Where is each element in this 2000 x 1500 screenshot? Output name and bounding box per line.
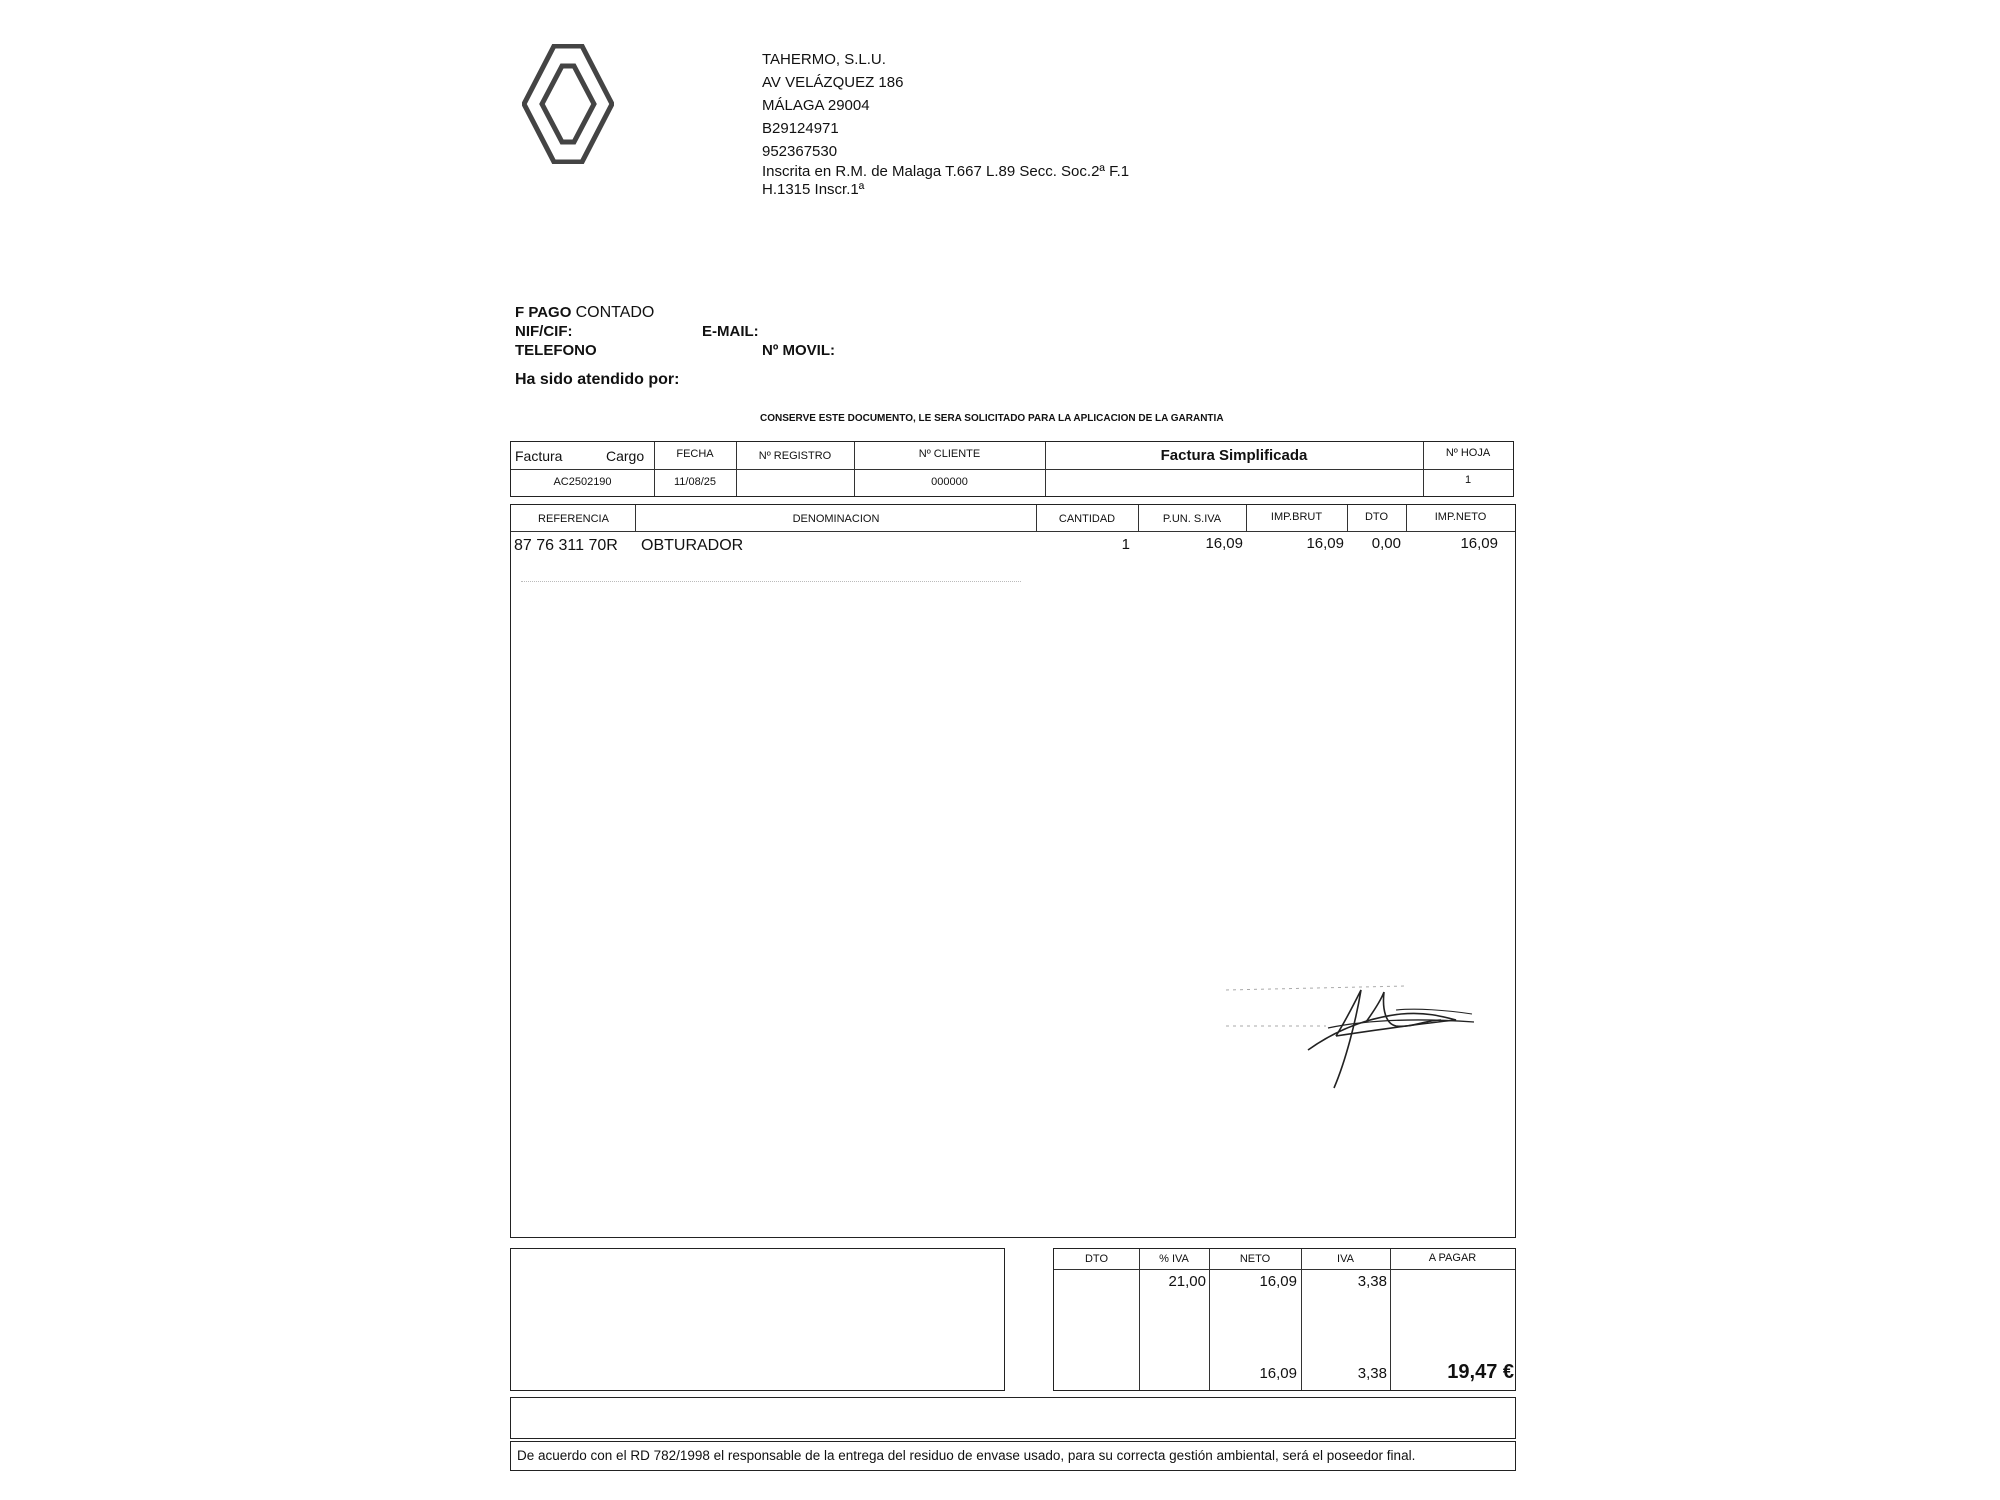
blank-strip [510,1397,1516,1439]
neto-value: 16,09 [1259,1273,1297,1290]
company-city: MÁLAGA 29004 [762,97,870,114]
fecha-label: FECHA [676,448,714,460]
iva-value: 3,38 [1357,1273,1387,1290]
neto-total-value: 16,09 [1259,1365,1297,1382]
iva-pct-value: 21,00 [1168,1273,1206,1290]
company-name: TAHERMO, S.L.U. [762,51,886,68]
table-row [511,533,1515,557]
totals-col-dto: DTO [1084,1253,1109,1265]
payment-value: CONTADO [575,304,655,321]
col-imp-neto: IMP.NETO [1434,511,1487,523]
row-imp-neto: 16,09 [1460,535,1498,552]
company-address: AV VELÁZQUEZ 186 [762,74,904,91]
company-cif: B29124971 [762,120,839,137]
email-label: E-MAIL: [702,323,759,340]
legal-footer: De acuerdo con el RD 782/1998 el responsable de la entrega del residuo de envase usado, para su correcta gestión ambiental, será el poseedor final. [517,1448,1416,1463]
row-imp-brut: 16,09 [1306,535,1344,552]
mobile-label: Nº MOVIL: [762,342,835,359]
col-dto: DTO [1364,511,1389,523]
row-denominacion: OBTURADOR [641,537,744,554]
col-denominacion: DENOMINACION [792,513,880,525]
document-type: Factura Simplificada [1160,447,1308,464]
col-referencia: REFERENCIA [538,513,609,525]
row-referencia: 87 76 311 70R [514,537,618,554]
fecha-value: 11/08/25 [673,476,716,488]
iva-total-value: 3,38 [1357,1365,1387,1382]
totals-col-iva-pct: % IVA [1159,1253,1189,1265]
invoice-header-box [510,441,1514,497]
totals-col-a-pagar: A PAGAR [1428,1252,1477,1264]
a-pagar-value: 19,47 € [1447,1361,1514,1383]
row-cantidad: 1 [1121,536,1130,553]
cargo-label: Cargo [606,448,645,464]
payment-label: F PAGO [515,304,572,321]
factura-label: Factura [515,448,563,464]
row-dto: 0,00 [1371,535,1401,552]
warranty-notice: CONSERVE ESTE DOCUMENTO, LE SERA SOLICITADO PARA LA APLICACION DE LA GARANTIA [760,413,1224,424]
col-precio: P.UN. S.IVA [1162,513,1222,525]
totals-col-neto: NETO [1239,1253,1271,1265]
notes-box [510,1248,1005,1391]
renault-logo-icon [522,44,614,164]
col-cantidad: CANTIDAD [1058,513,1116,525]
footer-box [510,1441,1516,1471]
company-phone: 952367530 [762,143,838,160]
totals-col-iva: IVA [1337,1253,1354,1265]
totals-box [1053,1248,1516,1391]
signature-icon [1216,980,1506,1100]
nif-label: NIF/CIF: [515,323,573,340]
cliente-label: Nº CLIENTE [918,448,981,460]
phone-label: TELEFONO [515,342,597,359]
payment-row [515,304,654,322]
col-imp-brut: IMP.BRUT [1270,511,1323,523]
registro-label: Nº REGISTRO [758,450,832,462]
company-registry-2: H.1315 Inscr.1ª [762,181,865,198]
invoice-lines-box [510,504,1516,1238]
hoja-value: 1 [1464,474,1472,486]
company-info [762,48,1129,199]
company-registry: Inscrita en R.M. de Malaga T.667 L.89 Secc. Soc.2ª F.1 [762,163,1130,180]
row-precio: 16,09 [1205,535,1243,552]
cliente-value: 000000 [931,476,968,488]
hoja-label: Nº HOJA [1445,447,1491,459]
factura-number: AC2502190 [553,476,612,488]
attended-label: Ha sido atendido por: [515,371,680,388]
